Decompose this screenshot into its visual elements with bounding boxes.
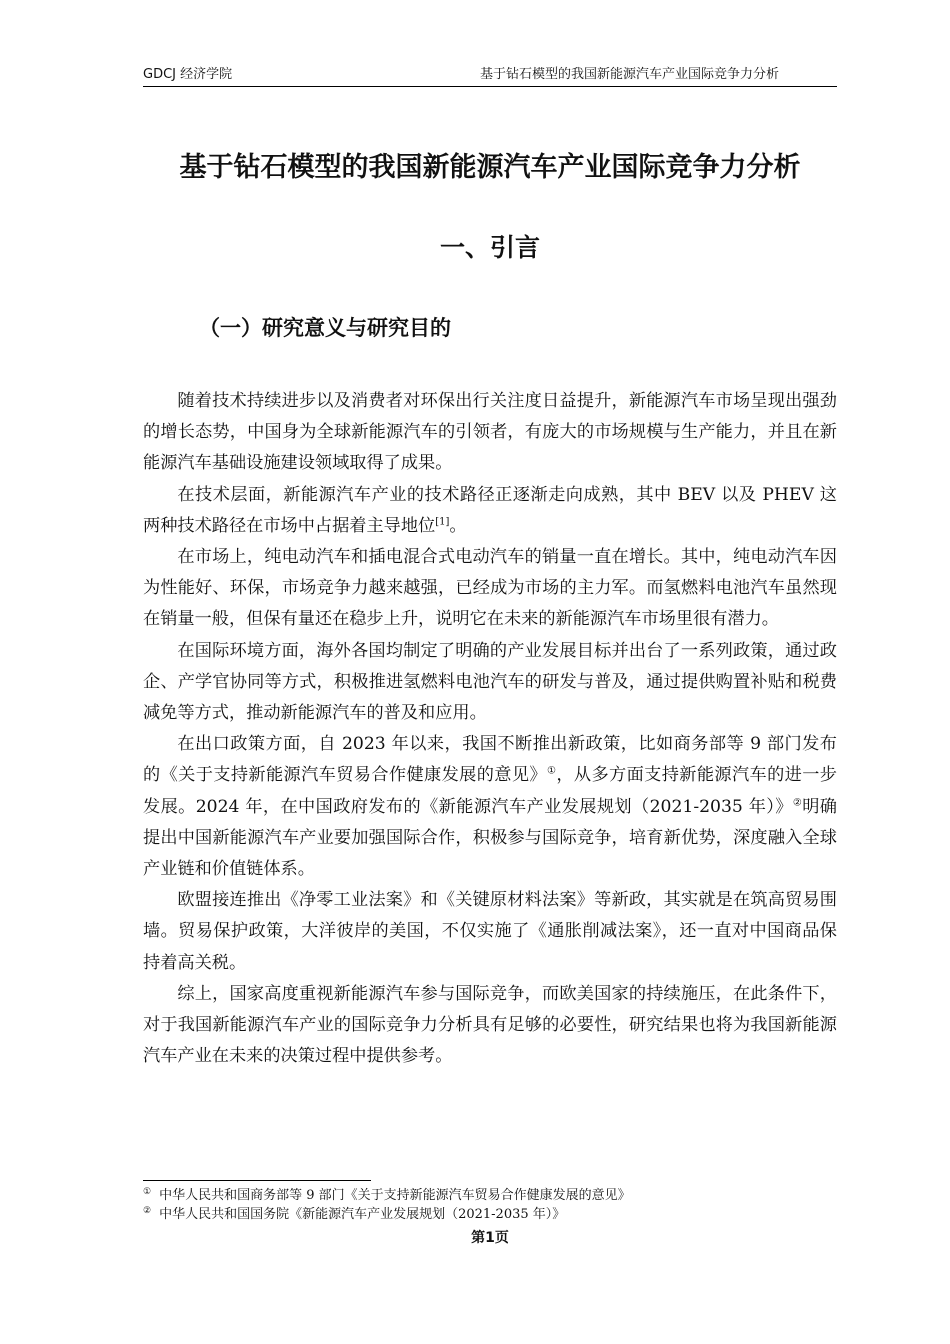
paragraph-4: 在国际环境方面，海外各国均制定了明确的产业发展目标并出台了一系列政策，通过政企、产学官协同等方式，积极推进氢燃料电池汽车的研发与普及，通过提供购置补贴和税费减免等方式，推动新能源汽车的普及和应用。 [143,640,837,724]
citation-ref-1[interactable]: [1] [435,516,450,528]
footnote-1-text: 中华人民共和国商务部等 9 部门《关于支持新能源汽车贸易合作健康发展的意见》 [159,1188,631,1203]
paragraph-7: 综上，国家高度重视新能源汽车参与国际竞争，而欧美国家的持续施压，在此条件下，对于我国新能源汽车产业的国际竞争力分析具有足够的必要性，研究结果也将为我国新能源汽车产业在未来的决策过程中提供参考。 [143,983,837,1067]
footnote-separator [143,1180,371,1181]
running-header [143,66,837,87]
paragraph-1: 随着技术持续进步以及消费者对环保出行关注度日益提升，新能源汽车市场呈现出强劲的增长态势，中国身为全球新能源汽车的引领者，有庞大的市场规模与生产能力，并且在新能源汽车基础设施建设领域取得了成果。 [143,391,837,474]
footnote-2 [143,1205,837,1224]
footnote-mark-2[interactable]: ② [792,796,803,808]
footnote-mark-1[interactable]: ① [546,765,557,777]
paragraph-5-part-a: 在出口政策方面，自 2023 年以来，我国不断推出新政策，比如商务部等 9 部门发布的《关于支持新能源汽车贸易合作健康发展的意见》 [143,734,837,786]
section-heading: 一、引言 [439,233,540,262]
footnote-1 [143,1186,837,1205]
footnote-2-mark: ② [143,1205,152,1216]
body-text [143,386,837,1072]
paper-title: 基于钻石模型的我国新能源汽车产业国际竞争力分析 [179,152,801,183]
paragraph-2 [143,480,837,542]
footnotes [143,1186,837,1224]
paragraph-5 [143,729,837,885]
paragraph-5-part-b: ，从多方面支持新能源汽车的进一步发展。2024 年，在中国政府发布的《新能源汽车产业发展规划（2021-2035 年）》 [143,765,837,817]
footnote-2-text: 中华人民共和国国务院《新能源汽车产业发展规划（2021-2035 年）》 [159,1207,566,1222]
paragraph-6: 欧盟接连推出《净零工业法案》和《关键原材料法案》等新政，其实就是在筑高贸易围墙。贸易保护政策，大洋彼岸的美国，不仅实施了《通胀削减法案》，还一直对中国商品保持着高关税。 [143,890,837,973]
subsection-heading: （一）研究意义与研究目的 [199,316,451,340]
footnote-1-mark: ① [143,1186,152,1197]
paragraph-2-text: 在技术层面，新能源汽车产业的技术路径正逐渐走向成熟，其中 BEV 以及 PHEV 这两种技术路径在市场中占据着主导地位 [143,484,837,536]
page-number: 第1页 [471,1230,509,1246]
header-right: 基于钻石模型的我国新能源汽车产业国际竞争力分析 [479,67,779,82]
paragraph-2-end: 。 [449,515,467,536]
header-left: GDCJ 经济学院 [143,67,233,82]
paragraph-5-part-c: 明确提出中国新能源汽车产业要加强国际合作，积极参与国际竞争，培育新优势，深度融入全球产业链和价值链体系。 [143,796,837,880]
paragraph-3: 在市场上，纯电动汽车和插电混合式电动汽车的销量一直在增长。其中，纯电动汽车因为性能好、环保，市场竞争力越来越强，已经成为市场的主力军。而氢燃料电池汽车虽然现在销量一般，但保有量还在稳步上升，说明它在未来的新能源汽车市场里很有潜力。 [143,547,837,630]
